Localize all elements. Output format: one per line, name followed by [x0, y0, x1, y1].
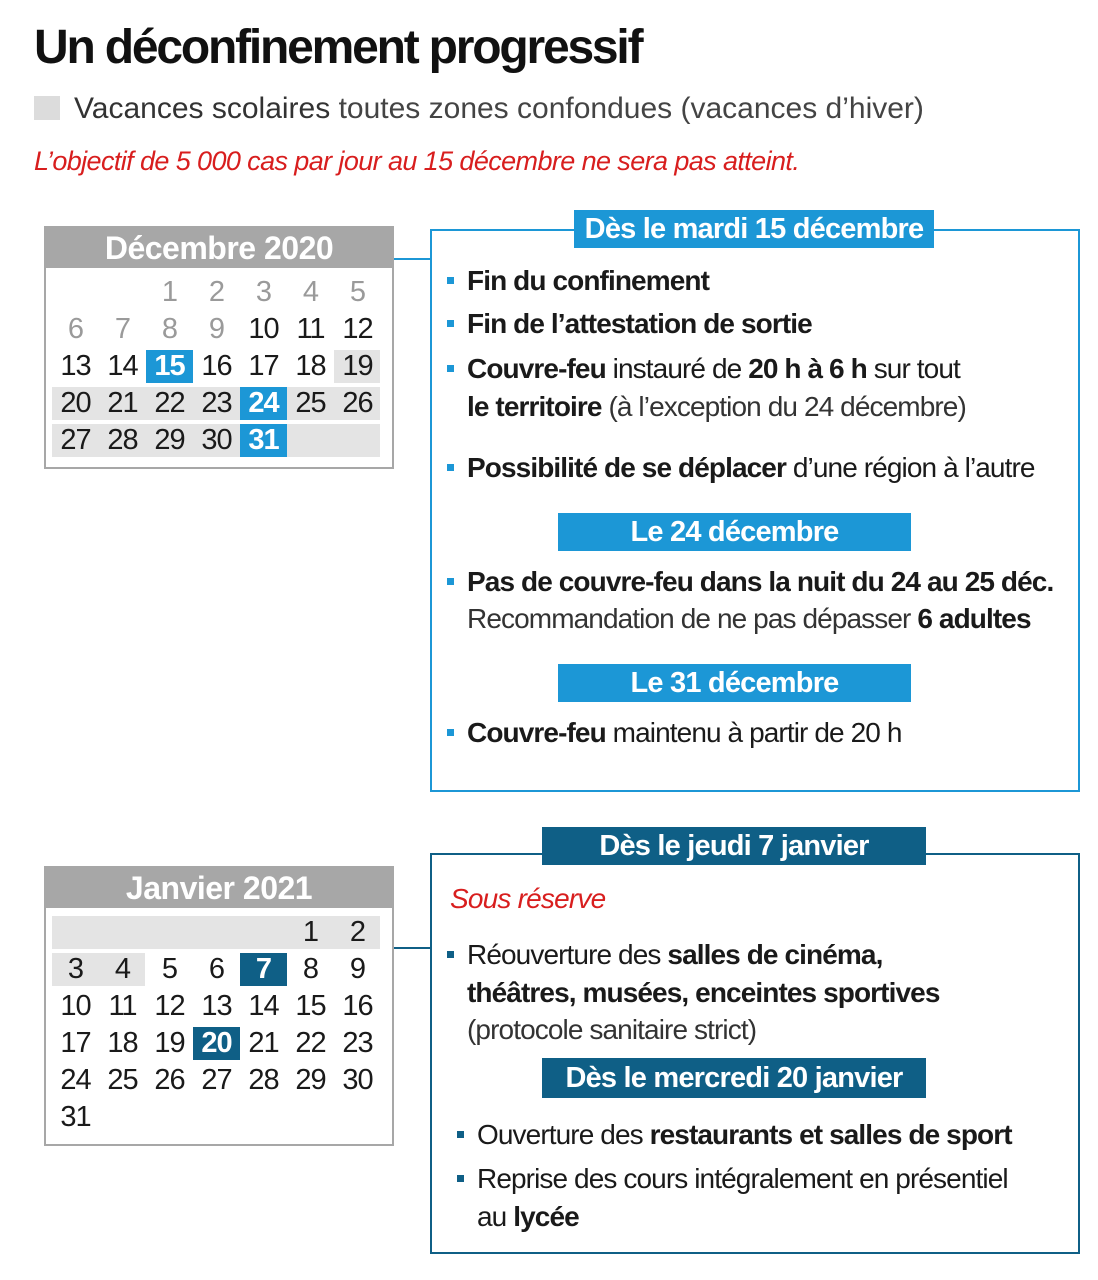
- item-deplacement: [467, 449, 1035, 487]
- calendar-day: 5: [349, 276, 366, 308]
- calendar-day: 11: [108, 990, 137, 1022]
- calendar-day: 19: [154, 1027, 185, 1059]
- calendar-day: 31: [60, 1101, 91, 1133]
- calendar-december-grid: [46, 268, 392, 467]
- calendar-day: 28: [107, 424, 138, 456]
- calendar-day: 10: [248, 313, 279, 345]
- calendar-day: 6: [208, 953, 225, 985]
- calendar-day: 8: [161, 313, 178, 345]
- calendar-day: 16: [342, 990, 373, 1022]
- item-text-bold: Possibilité de se déplacer: [467, 452, 786, 483]
- item-reprise-cours: [477, 1160, 1008, 1198]
- item-ouverture-restaurants: [477, 1116, 1012, 1154]
- calendar-day: 23: [201, 387, 232, 419]
- item-text-bold: 20 h à 6 h: [748, 353, 867, 384]
- calendar-week: [52, 274, 386, 311]
- item-recommandation: [467, 600, 1031, 638]
- badge-20-janvier: Dès le mercredi 20 janvier: [542, 1058, 926, 1098]
- item-text: instauré de: [605, 353, 749, 384]
- item-text: Reprise des cours intégralement en présentiel: [477, 1163, 1008, 1194]
- calendar-day: 24: [60, 1064, 91, 1096]
- calendar-day: 28: [248, 1064, 279, 1096]
- item-text-bold: 6 adultes: [917, 603, 1031, 634]
- calendar-day: 11: [296, 313, 325, 345]
- calendar-day: 9: [349, 953, 366, 985]
- calendar-january-grid: [46, 908, 392, 1144]
- calendar-day: 5: [161, 953, 178, 985]
- item-text: Réouverture des: [467, 939, 668, 970]
- calendar-week: [52, 914, 386, 951]
- item-text: Recommandation de ne pas dépasser: [467, 603, 918, 634]
- item-couvre-feu-maintenu: [467, 714, 902, 752]
- calendar-day: 26: [154, 1064, 185, 1096]
- calendar-day: 18: [295, 350, 326, 382]
- item-text-bold: le territoire: [467, 391, 602, 422]
- calendar-day: 10: [60, 990, 91, 1022]
- bullet-icon: [447, 729, 454, 736]
- bullet-icon: [447, 464, 454, 471]
- item-couvre-feu: [467, 350, 960, 388]
- calendar-week: [52, 1099, 386, 1136]
- calendar-day: 15: [295, 990, 326, 1022]
- calendar-day: 27: [60, 424, 91, 456]
- calendar-day: 22: [154, 387, 185, 419]
- item-text-bold: Couvre-feu: [467, 717, 606, 748]
- calendar-day: 2: [349, 916, 366, 948]
- badge-31-decembre: Le 31 décembre: [558, 664, 911, 702]
- calendar-january: [44, 866, 394, 1146]
- calendar-week: [52, 311, 386, 348]
- objective-note: L’objectif de 5 000 cas par jour au 15 décembre ne sera pas atteint.: [34, 146, 800, 176]
- calendar-day: 12: [154, 990, 185, 1022]
- bullet-icon: [447, 277, 454, 284]
- calendar-day: 13: [60, 350, 91, 382]
- calendar-december-header: Décembre 2020: [46, 228, 392, 268]
- item-text-bold: Pas de couvre-feu dans la nuit du 24 au 25 déc.: [467, 566, 1054, 597]
- item-text-bold: Couvre-feu: [467, 353, 606, 384]
- item-couvre-feu-line2: [467, 388, 966, 426]
- calendar-day: 29: [154, 424, 185, 456]
- calendar-day: 20: [193, 1027, 240, 1060]
- bullet-icon: [447, 951, 454, 958]
- calendar-day: 25: [295, 387, 326, 419]
- bullet-icon: [447, 365, 454, 372]
- calendar-day: 31: [240, 424, 287, 457]
- item-text: (protocole sanitaire strict): [467, 1014, 757, 1045]
- calendar-day: 21: [107, 387, 138, 419]
- calendar-day: 3: [255, 276, 272, 308]
- calendar-day: 8: [302, 953, 319, 985]
- page-title: Un déconfinement progressif: [34, 21, 642, 74]
- calendar-day: 17: [60, 1027, 91, 1059]
- calendar-day: 1: [302, 916, 319, 948]
- item-text: d’une région à l’autre: [785, 452, 1035, 483]
- calendar-week: [52, 1025, 386, 1062]
- calendar-day: 21: [248, 1027, 279, 1059]
- calendar-day: 19: [342, 350, 373, 382]
- item-text-bold: lycée: [513, 1201, 579, 1232]
- item-pas-couvre-feu: [467, 563, 1053, 601]
- calendar-day: 14: [107, 350, 138, 382]
- calendar-week: [52, 385, 386, 422]
- calendar-day: 16: [201, 350, 232, 382]
- calendar-day: 30: [201, 424, 232, 456]
- item-fin-attestation: [467, 305, 812, 343]
- item-text: maintenu à partir de 20 h: [605, 717, 902, 748]
- calendar-week: [52, 988, 386, 1025]
- item-text-bold: salles de cinéma,: [667, 939, 883, 970]
- calendar-day: 26: [342, 387, 373, 419]
- calendar-day: 30: [342, 1064, 373, 1096]
- item-text: au: [477, 1201, 514, 1232]
- calendar-day: 6: [67, 313, 84, 345]
- calendar-week: [52, 951, 386, 988]
- badge-24-decembre: Le 24 décembre: [558, 513, 911, 551]
- calendar-day: 13: [201, 990, 232, 1022]
- calendar-december: [44, 226, 394, 469]
- calendar-day: 3: [67, 953, 84, 985]
- calendar-week: [52, 1062, 386, 1099]
- calendar-day: 17: [248, 350, 279, 382]
- item-reouverture-line3: [467, 1011, 756, 1049]
- connector-december: [394, 258, 432, 260]
- item-text-bold: théâtres, musées, enceintes sportives: [467, 977, 940, 1008]
- bullet-icon: [457, 1175, 464, 1182]
- item-text: sur tout: [866, 353, 960, 384]
- calendar-day: 1: [161, 276, 178, 308]
- item-reouverture: [467, 936, 882, 974]
- item-text: Fin de l’attestation de sortie: [467, 308, 812, 339]
- item-text: Ouverture des: [477, 1119, 650, 1150]
- calendar-day: 23: [342, 1027, 373, 1059]
- calendar-day: 27: [201, 1064, 232, 1096]
- legend-label-strong: Vacances scolaires: [74, 92, 331, 125]
- calendar-day: 14: [248, 990, 279, 1022]
- calendar-day: 24: [240, 387, 287, 420]
- item-reouverture-line2: [467, 974, 940, 1012]
- calendar-january-header: Janvier 2021: [46, 868, 392, 908]
- item-fin-confinement: [467, 262, 709, 300]
- item-text: (à l’exception du 24 décembre): [601, 391, 966, 422]
- connector-january: [394, 947, 432, 949]
- legend-swatch: [34, 96, 60, 120]
- legend-label: toutes zones confondues (vacances d’hiver): [330, 92, 924, 125]
- calendar-day: 15: [146, 350, 193, 383]
- calendar-day: 18: [107, 1027, 138, 1059]
- calendar-day: 9: [208, 313, 225, 345]
- calendar-day: 20: [60, 387, 91, 419]
- bullet-icon: [447, 578, 454, 585]
- calendar-day: 2: [208, 276, 225, 308]
- calendar-day: 12: [342, 313, 373, 345]
- item-reprise-cours-line2: [477, 1198, 579, 1236]
- calendar-day: 7: [240, 953, 287, 986]
- item-text: Fin du confinement: [467, 265, 710, 296]
- item-text-bold: restaurants et salles de sport: [649, 1119, 1012, 1150]
- calendar-day: 22: [295, 1027, 326, 1059]
- calendar-day: 25: [107, 1064, 138, 1096]
- calendar-day: 4: [302, 276, 319, 308]
- sous-reserve-note: Sous réserve: [450, 883, 606, 914]
- calendar-day: 4: [114, 953, 131, 985]
- calendar-day: 7: [114, 313, 131, 345]
- calendar-week: [52, 422, 386, 459]
- legend: [34, 92, 924, 126]
- calendar-day: 29: [295, 1064, 326, 1096]
- bullet-icon: [447, 320, 454, 327]
- bullet-icon: [457, 1131, 464, 1138]
- calendar-week: [52, 348, 386, 385]
- badge-7-janvier: Dès le jeudi 7 janvier: [542, 827, 926, 865]
- badge-15-decembre: Dès le mardi 15 décembre: [574, 210, 934, 248]
